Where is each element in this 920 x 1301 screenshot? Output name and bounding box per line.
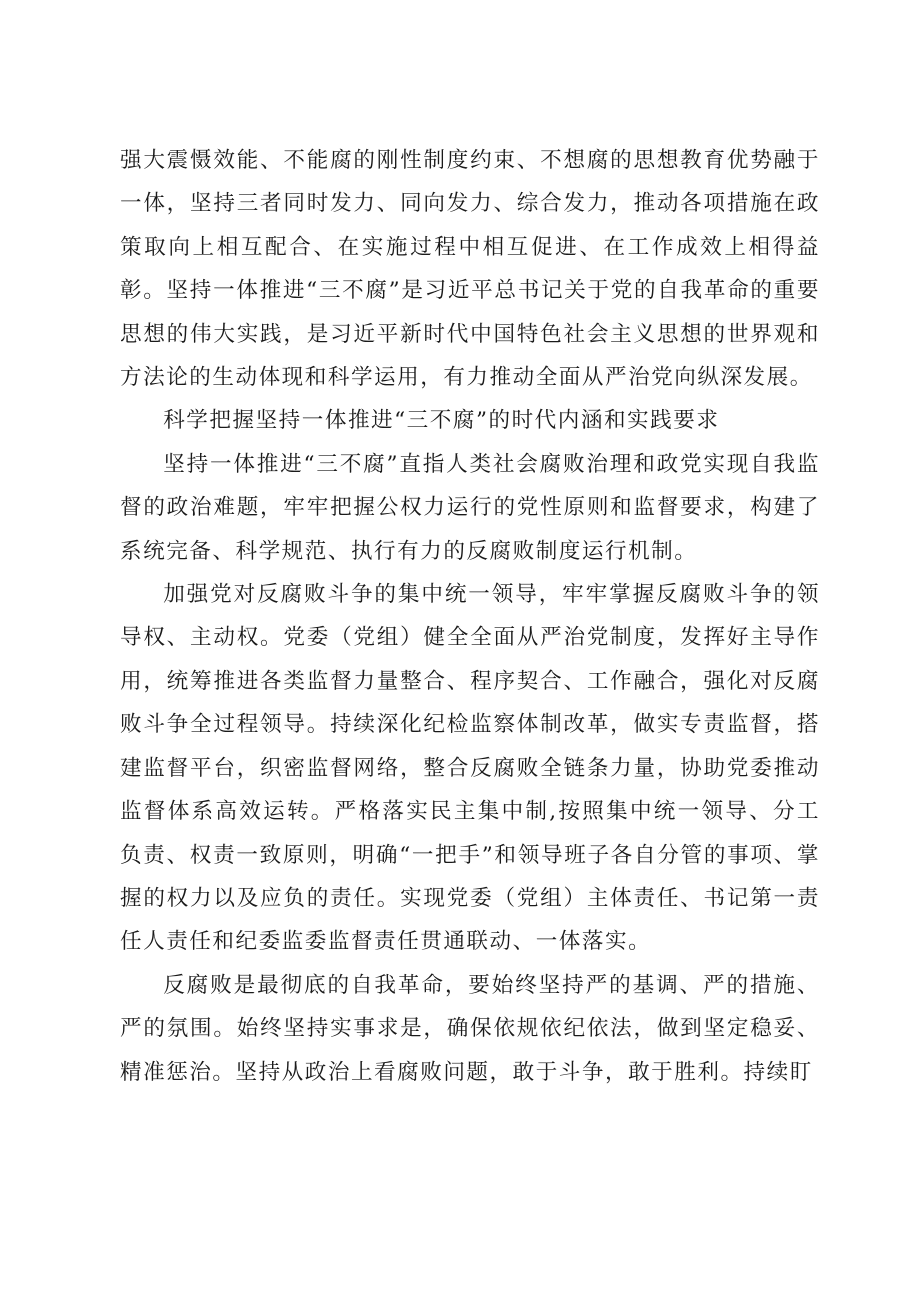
section-heading: 科学把握坚持一体推进“三不腐”的时代内涵和实践要求: [163, 408, 720, 434]
paragraph: 坚持一体推进“三不腐”直指人类社会腐败治理和政党实现自我监督的政治难题，牢牢把握公权力运行的党性原则和监督要求，构建了系统完备、科学规范、执行有力的反腐败制度运行机制。: [120, 451, 820, 564]
paragraph: 反腐败是最彻底的自我革命，要始终坚持严的基调、严的措施、严的氛围。始终坚持实事求是，确保依规依纪依法，做到坚定稳妥、精准惩治。坚持从政治上看腐败问题，敢于斗争，敢于胜利。持续盯: [120, 972, 820, 1085]
document-body: [120, 139, 820, 1094]
paragraph: 加强党对反腐败斗争的集中统一领导，牢牢掌握反腐败斗争的领导权、主动权。党委（党组）健全全面从严治党制度，发挥好主导作用，统筹推进各类监督力量整合、程序契合、工作融合，强化对反腐败斗争全过程领导。持续深化纪检监察体制改革，做实专责监督，搭建监督平台，织密监督网络，整合反腐败全链条力量，协助党委推动监督体系高效运转。严格落实民主集中制,按照集中统一领导、分工负责、权责一致原则，明确“一把手”和领导班子各自分管的事项、掌握的权力以及应负的责任。实现党委（党组）主体责任、书记第一责任人责任和纪委监委监督责任贯通联动、一体落实。: [120, 582, 820, 955]
paragraph-continuation: 强大震慑效能、不能腐的刚性制度约束、不想腐的思想教育优势融于一体，坚持三者同时发力、同向发力、综合发力，推动各项措施在政策取向上相互配合、在实施过程中相互促进、在工作成效上相得益彰。坚持一体推进“三不腐”是习近平总书记关于党的自我革命的重要思想的伟大实践，是习近平新时代中国特色社会主义思想的世界观和方法论的生动体现和科学运用，有力推动全面从严治党向纵深发展。: [120, 148, 820, 391]
